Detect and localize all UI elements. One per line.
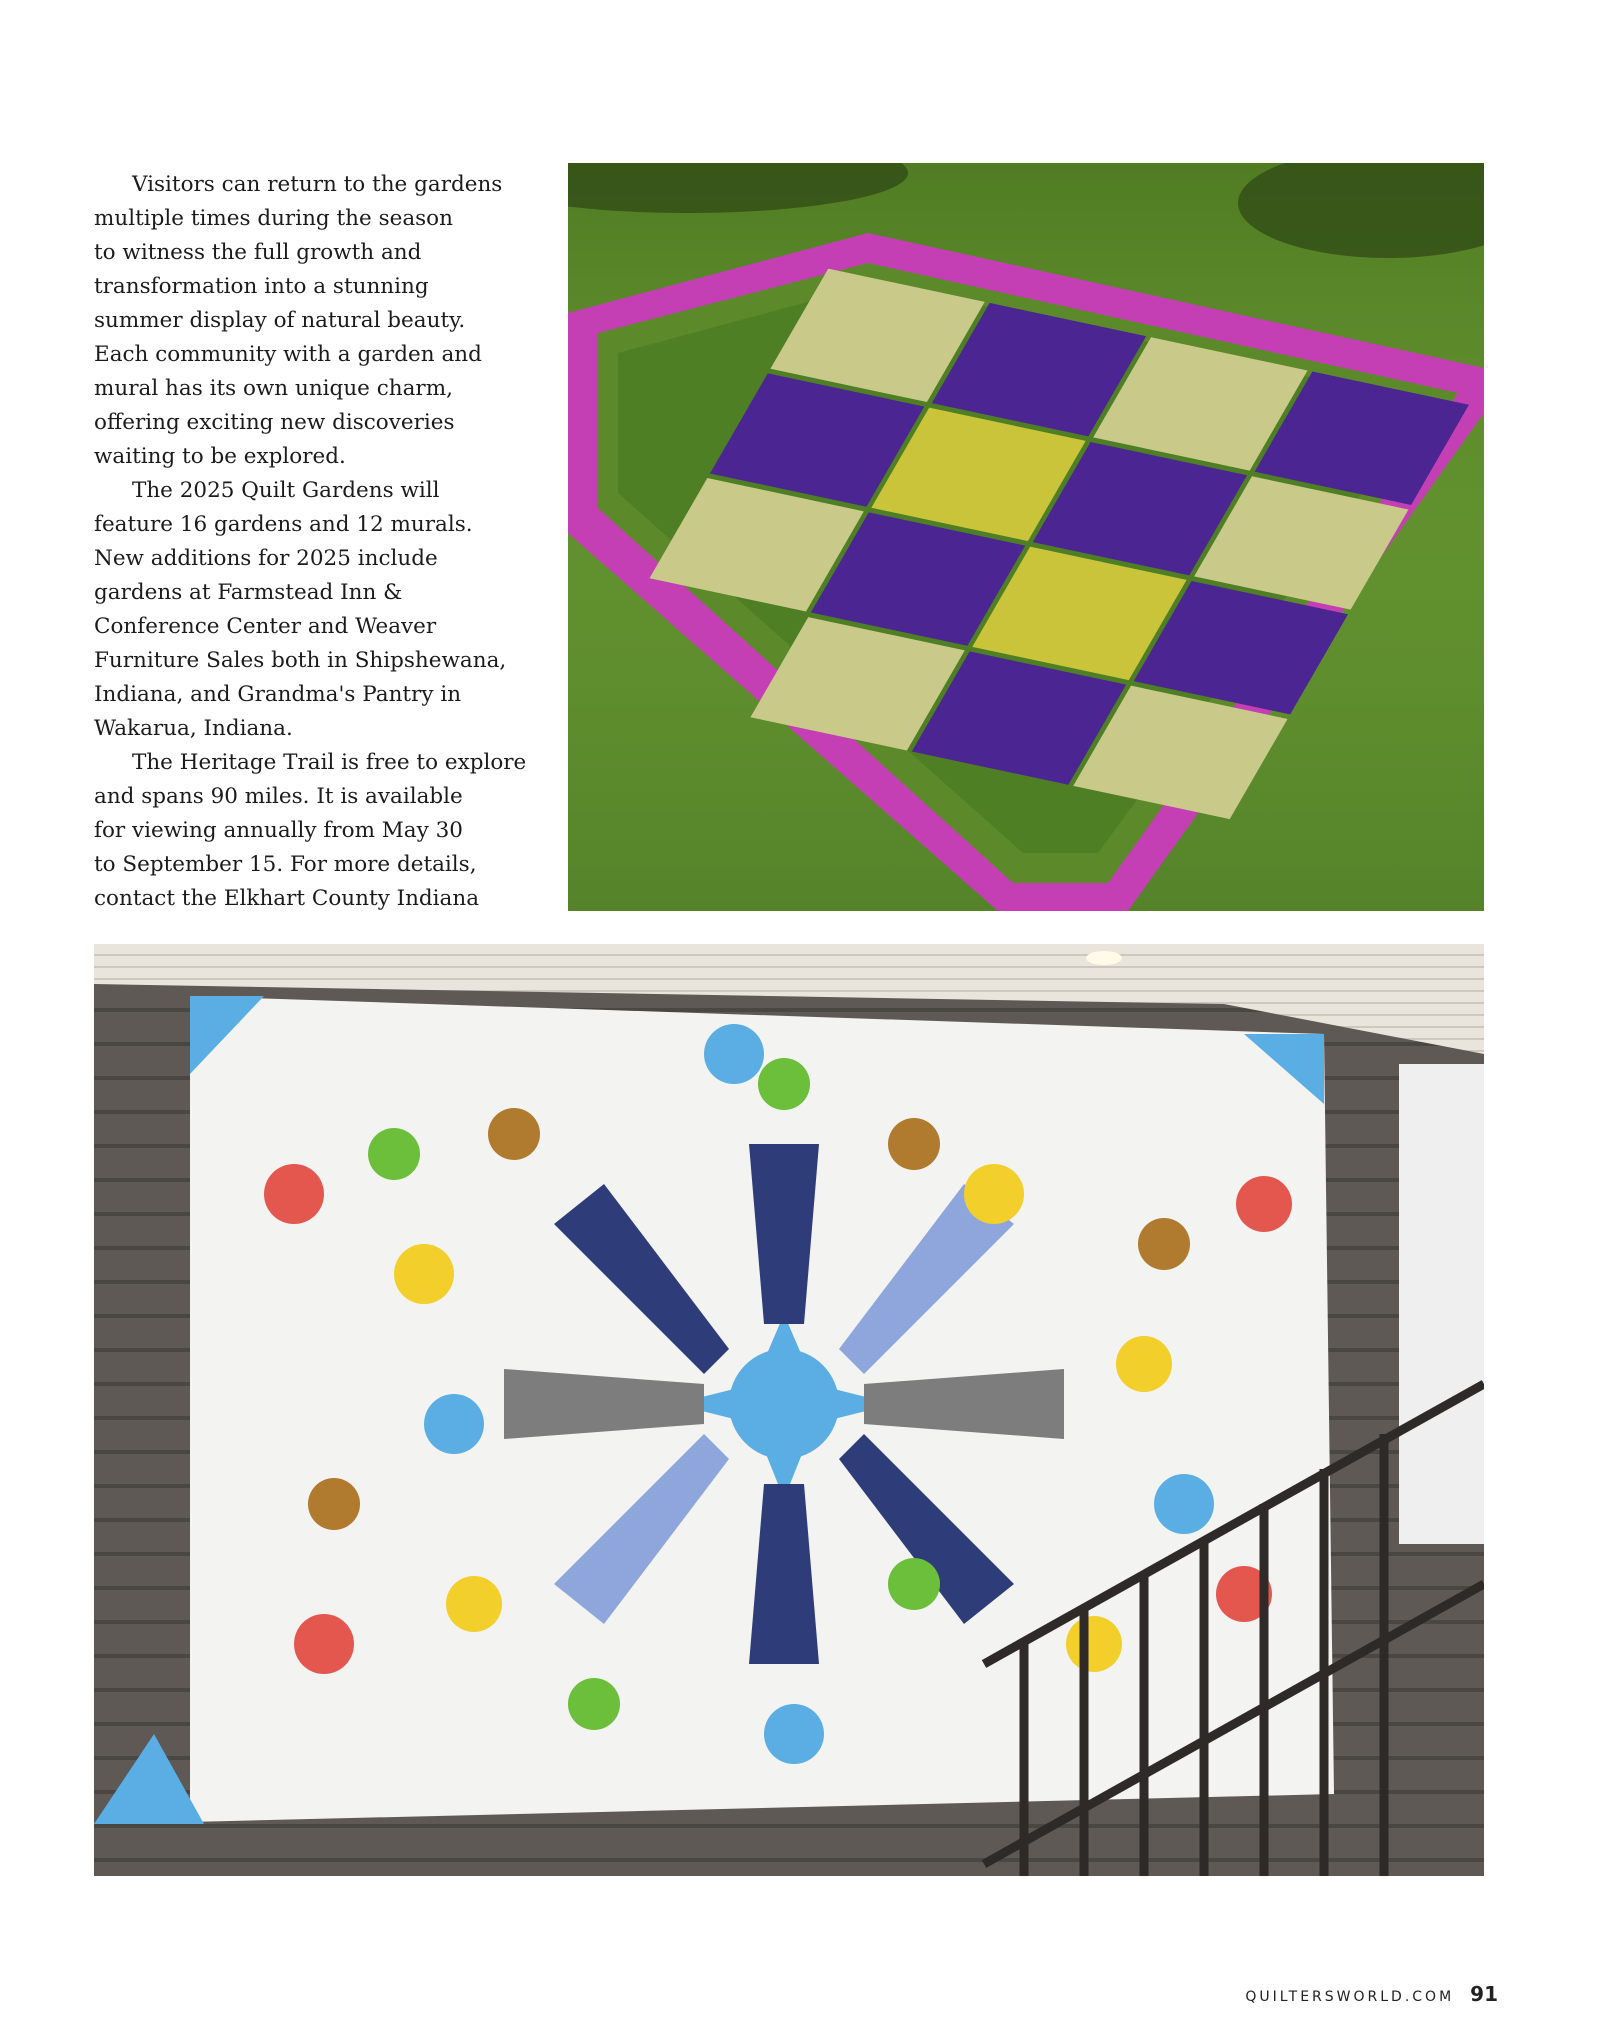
paragraph-2 bbox=[94, 474, 546, 746]
text-line: mural has its own unique charm, bbox=[94, 376, 453, 401]
text-line: Furniture Sales both in Shipshewana, bbox=[94, 648, 507, 673]
text-line: gardens at Farmstead Inn & bbox=[94, 580, 403, 605]
text-line: Wakarua, Indiana. bbox=[94, 716, 293, 741]
quilt-garden-photo bbox=[568, 163, 1484, 911]
barn-quilt-mural-photo bbox=[94, 944, 1484, 1876]
text-line: The Heritage Trail is free to explore bbox=[132, 750, 527, 775]
text-line: for viewing annually from May 30 bbox=[94, 818, 463, 843]
paragraph-1 bbox=[94, 168, 546, 474]
text-line: multiple times during the season bbox=[94, 206, 453, 231]
page-number: 91 bbox=[1470, 1982, 1498, 2006]
text-line: waiting to be explored. bbox=[94, 444, 346, 469]
article-body bbox=[94, 168, 546, 916]
text-line: Each community with a garden and bbox=[94, 342, 482, 367]
footer-site: QUILTERSWORLD.COM bbox=[1245, 1989, 1455, 2005]
text-line: New additions for 2025 include bbox=[94, 546, 438, 571]
page-footer bbox=[1245, 1982, 1498, 2006]
text-line: Visitors can return to the gardens bbox=[132, 172, 503, 197]
text-line: feature 16 gardens and 12 murals. bbox=[94, 512, 473, 537]
quilt-garden-illustration bbox=[568, 163, 1484, 911]
text-line: Indiana, and Grandma's Pantry in bbox=[94, 682, 462, 707]
text-line: summer display of natural beauty. bbox=[94, 308, 466, 333]
paragraph-3 bbox=[94, 746, 546, 916]
text-line: contact the Elkhart County Indiana bbox=[94, 886, 480, 911]
text-line: to September 15. For more details, bbox=[94, 852, 477, 877]
text-line: Conference Center and Weaver bbox=[94, 614, 437, 639]
barn-quilt-mural-illustration bbox=[94, 944, 1484, 1876]
text-line: The 2025 Quilt Gardens will bbox=[132, 478, 440, 503]
text-line: to witness the full growth and bbox=[94, 240, 422, 265]
text-line: and spans 90 miles. It is available bbox=[94, 784, 463, 809]
text-line: offering exciting new discoveries bbox=[94, 410, 455, 435]
text-line: transformation into a stunning bbox=[94, 274, 429, 299]
